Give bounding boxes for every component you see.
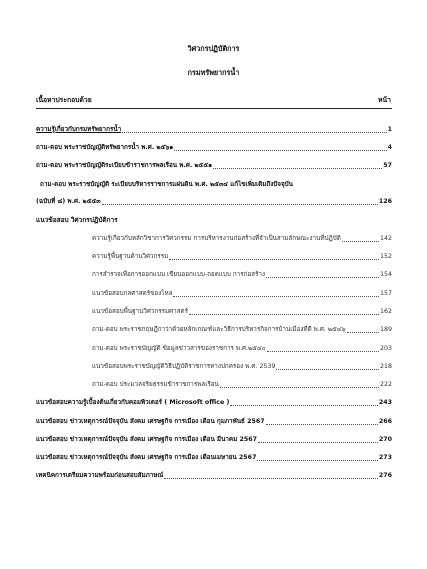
leader-dots [257, 459, 377, 461]
toc-entry-page: 4 [387, 144, 392, 151]
leader-dots [122, 131, 387, 133]
toc-entry-text: ความรู้เกี่ยวกับหลักวิชาการวิศวกรรม การบริหารงานก่อสร้างที่จำเป็นสามลักษณะงานที่ปฏิบัติ [92, 235, 341, 242]
leader-dots [266, 423, 378, 425]
toc-entry[interactable] [36, 436, 392, 444]
toc-entry-page: 154 [379, 271, 392, 278]
toc-entry-page: 203 [379, 345, 392, 352]
toc-entry-text: ถาม-ตอบ พระราชบัญญัติระเบียบข้าราชการพลเรือน พ.ศ. ๒๕๕๑ [36, 162, 213, 169]
toc-entry-text: ถาม-ตอบ ประมวลจริยธรรมข้าราชการพลเรือน [92, 381, 219, 388]
toc-entry-text: ถาม-ตอบ พระราชบัญญัติ ข้อมูลข่าวสารของราชการ พ.ศ.๒๕๔๐ [92, 345, 266, 352]
toc-entry-text: ความรู้เกี่ยวกับกรมทรัพยากรน้ำ [36, 126, 122, 133]
leader-dots [276, 368, 379, 370]
toc-subentry[interactable] [92, 271, 392, 279]
leader-dots [258, 441, 378, 443]
toc-entry-text: แนวข้อสอบความรู้เบื้องต้นเกี่ยวกับคอมพิวเตอร์ ( Microsoft office ) [36, 399, 230, 406]
toc-entry-page: 142 [379, 235, 392, 242]
contents-label: เนื้อหาประกอบด้วย [36, 96, 92, 104]
toc-entry-text: เทคนิคการเตรียมความพร้อมก่อนสอบสัมภาษณ์ [36, 472, 164, 479]
document-title: วิศวกรปฏิบัติการ [187, 44, 240, 53]
leader-dots [213, 167, 382, 169]
toc-subentry[interactable] [92, 253, 392, 261]
toc-entry-text: แนวข้อสอบพระราชบัญญัติวิธีปฏิบัติราชการทางปกครอง พ.ศ. 2539 [92, 363, 276, 370]
toc-entry[interactable] [36, 126, 392, 134]
toc-entry-text: ความรู้พื้นฐานด้านวิศวกรรม [92, 253, 169, 260]
toc-entry-page: 270 [378, 436, 392, 443]
toc-entry-page: 162 [379, 308, 392, 315]
document-subtitle: กรมทรัพยากรน้ำ [187, 68, 240, 77]
toc-entry-text: แนวข้อสอบกลศาสตร์ของไหล [92, 290, 173, 297]
leader-dots [164, 477, 378, 479]
leader-dots [189, 313, 379, 315]
toc-entry-page: 126 [378, 198, 392, 205]
section-heading: แนวข้อสอบ วิศวกรปฏิบัติการ [36, 216, 118, 224]
toc-entry[interactable] [36, 399, 392, 407]
leader-dots [169, 258, 379, 260]
toc-entry[interactable] [36, 144, 392, 152]
toc-entry-text-continued: (ฉบับที่ ๘) พ.ศ. ๒๕๕๓ [36, 198, 101, 205]
toc-entry-page: 157 [379, 290, 392, 297]
leader-dots [267, 350, 379, 352]
toc-entry-page: 266 [378, 418, 392, 425]
toc-entry-page: 189 [379, 326, 392, 333]
toc-subentry[interactable] [92, 345, 392, 353]
toc-subentry[interactable] [92, 308, 392, 316]
toc-entry-text[interactable]: ถาม-ตอบ พระราชบัญญัติ ระเบียบบริหารราชการแผ่นดิน พ.ศ. ๒๕๓๔ แก้ไขเพิ่มเติมถึงปัจจุบัน [40, 181, 293, 188]
toc-entry-text: แนวข้อสอบ ข่าวเหตุการณ์ปัจจุบัน สังคม เศรษฐกิจ การเมือง เดือน มีนาคม 2567 [36, 436, 258, 443]
leader-dots [174, 149, 386, 151]
toc-entry-page: 218 [379, 363, 392, 370]
toc-subentry[interactable] [92, 290, 392, 298]
leader-dots [173, 295, 379, 297]
toc-subentry[interactable] [92, 363, 392, 371]
toc-entry-text: แนวข้อสอบ ข่าวเหตุการณ์ปัจจุบัน สังคม เศรษฐกิจ การเมือง เดือนเมษายน 2567 [36, 454, 257, 461]
toc-entry-page: 1 [387, 126, 392, 133]
toc-subentry[interactable] [92, 235, 392, 243]
toc-entry-text: แนวข้อสอบ ข่าวเหตุการณ์ปัจจุบัน สังคม เศรษฐกิจ การเมือง เดือน กุมภาพันธ์ 2567 [36, 418, 265, 425]
toc-entry-page: 57 [383, 162, 392, 169]
page-column-label: หน้า [378, 96, 391, 104]
header-divider [36, 108, 392, 109]
toc-entry-page: 243 [378, 399, 392, 406]
toc-entry-text: ถาม-ตอบ พระราชบัญญัติทรัพยากรน้ำ พ.ศ. ๒๕๖๑ [36, 144, 174, 151]
toc-entry-text: แนวข้อสอบพื้นฐานวิศวกรรมศาสตร์ [92, 308, 189, 315]
toc-subentry[interactable] [92, 326, 392, 334]
toc-entry-page: 273 [378, 454, 392, 461]
toc-entry[interactable] [36, 198, 392, 206]
toc-entry-page: 152 [379, 253, 392, 260]
leader-dots [342, 240, 379, 242]
leader-dots [266, 276, 379, 278]
leader-dots [102, 203, 378, 205]
leader-dots [220, 386, 379, 388]
toc-subentry[interactable] [92, 381, 392, 389]
toc-entry-page: 222 [379, 381, 392, 388]
toc-entry[interactable] [36, 472, 392, 480]
leader-dots [347, 331, 379, 333]
toc-entry[interactable] [36, 162, 392, 170]
toc-entry[interactable] [36, 454, 392, 462]
toc-entry[interactable] [36, 418, 392, 426]
toc-entry-page: 276 [378, 472, 392, 479]
toc-entry-text: ถาม-ตอบ พระราชกฤษฎีกาว่าด้วยหลักเกณฑ์และวิธีการบริหารกิจการบ้านเมืองที่ดี พ.ศ. ๒๕๔๖ [92, 326, 346, 333]
leader-dots [230, 404, 377, 406]
toc-entry-text: การสำรวจเพื่อการออกแบบ เขียนออกแบบ-ถอดแบบ การก่อสร้าง [92, 271, 266, 278]
